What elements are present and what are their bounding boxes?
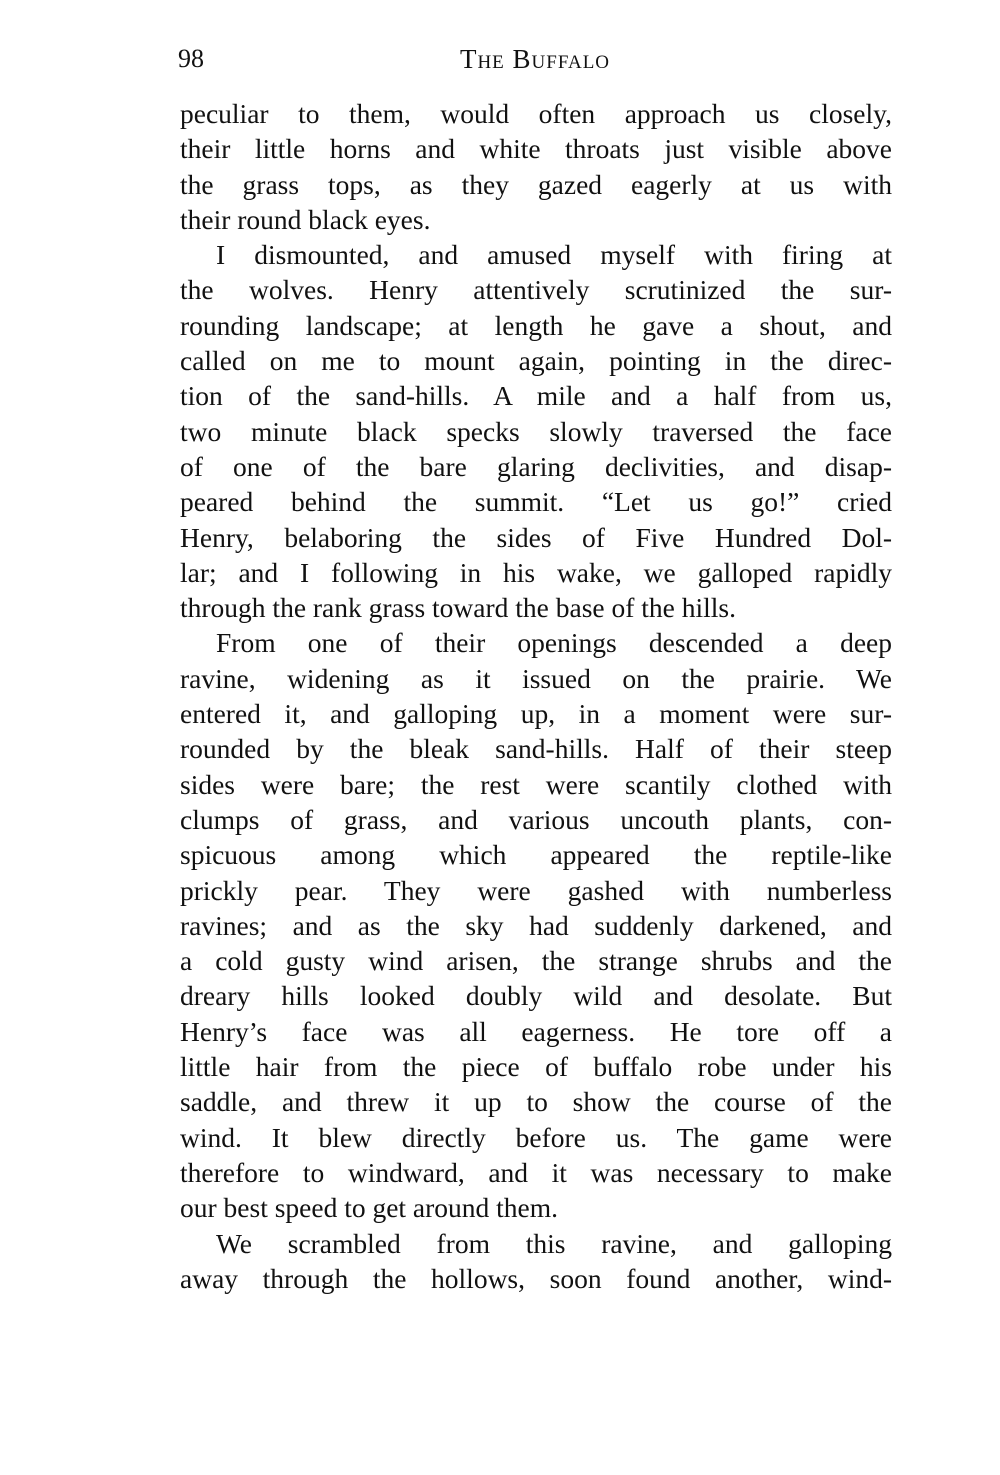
text-line: rounded by the bleak sand-hills. Half of their steep xyxy=(180,733,892,765)
text-line: wind. It blew directly before us. The game were xyxy=(180,1121,892,1153)
text-line: tion of the sand-hills. A mile and a half from us, xyxy=(180,380,892,412)
text-line: Henry, belaboring the sides of Five Hundred Dol- xyxy=(180,521,892,553)
text-line: sides were bare; the rest were scantily clothed with xyxy=(180,768,892,800)
page-header xyxy=(178,44,892,84)
text-line: of one of the bare glaring declivities, and disap- xyxy=(180,450,892,482)
text-line: our best speed to get around them. xyxy=(180,1192,559,1224)
text-line: We scrambled from this ravine, and galloping xyxy=(216,1227,892,1259)
text-line: therefore to windward, and it was necessary to make xyxy=(180,1156,892,1188)
text-line: entered it, and galloping up, in a moment were sur- xyxy=(180,698,892,730)
text-line: their round black eyes. xyxy=(180,203,431,235)
running-title: The Buffalo xyxy=(459,44,611,74)
text-line: clumps of grass, and various uncouth plants, con- xyxy=(180,803,892,835)
text-line: spicuous among which appeared the reptile-like xyxy=(180,839,892,871)
text-line: Henry’s face was all eagerness. He tore off a xyxy=(180,1015,892,1047)
text-line: peculiar to them, would often approach us closely, xyxy=(180,98,892,129)
text-line: saddle, and threw it up to show the course of the xyxy=(180,1086,892,1118)
text-line: dreary hills looked doubly wild and desolate. But xyxy=(180,980,892,1012)
text-line: ravine, widening as it issued on the prairie. We xyxy=(180,662,892,694)
text-line: the wolves. Henry attentively scrutinized the sur- xyxy=(180,274,892,306)
body-text xyxy=(180,96,892,1296)
text-line: called on me to mount again, pointing in the direc- xyxy=(180,345,892,377)
page-number: 98 xyxy=(178,44,204,73)
text-line: their little horns and white throats just visible above xyxy=(180,133,892,165)
text-line: little hair from the piece of buffalo robe under his xyxy=(180,1051,892,1083)
text-line: lar; and I following in his wake, we galloped rapidly xyxy=(180,556,892,588)
text-line: prickly pear. They were gashed with numberless xyxy=(180,874,892,906)
text-line: a cold gusty wind arisen, the strange shrubs and the xyxy=(180,945,892,977)
text-line: two minute black specks slowly traversed the face xyxy=(180,415,892,447)
text-line: the grass tops, as they gazed eagerly at us with xyxy=(180,168,892,200)
text-line: peared behind the summit. “Let us go!” cried xyxy=(180,486,892,518)
text-line: through the rank grass toward the base of the hills. xyxy=(180,592,736,624)
text-line: rounding landscape; at length he gave a shout, and xyxy=(180,309,892,341)
text-line: away through the hollows, soon found another, wind- xyxy=(180,1262,892,1294)
text-line: I dismounted, and amused myself with firing at xyxy=(216,239,892,271)
text-line: ravines; and as the sky had suddenly darkened, and xyxy=(180,909,892,941)
text-line: From one of their openings descended a deep xyxy=(216,627,892,659)
